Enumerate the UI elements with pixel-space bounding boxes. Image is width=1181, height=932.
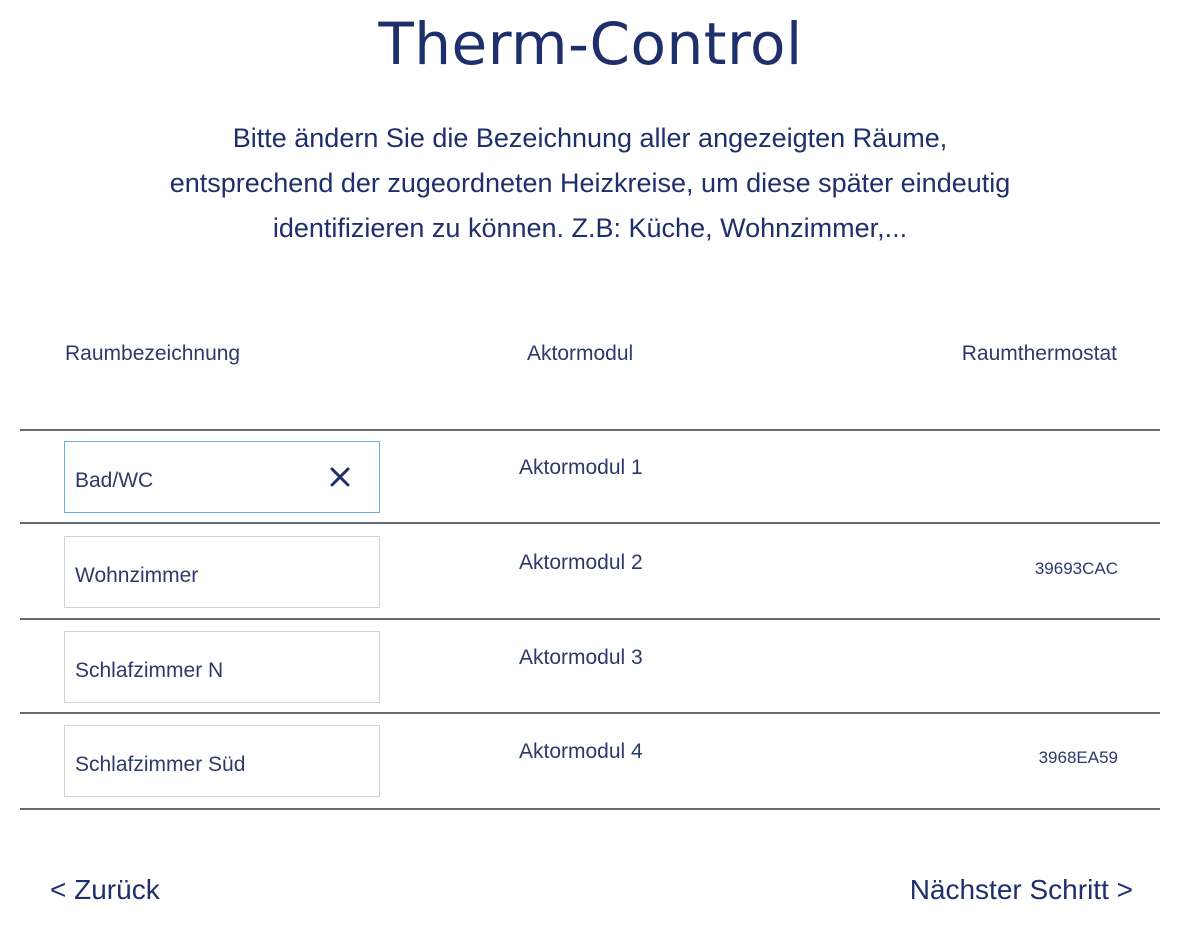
table-row bbox=[20, 620, 1160, 714]
back-link[interactable]: < Zurück bbox=[50, 874, 160, 905]
actor-module-label: Aktormodul 1 bbox=[519, 456, 643, 479]
page-title: Therm-Control bbox=[378, 10, 803, 78]
instructions-line: entsprechend der zugeordneten Heizkreise, um diese später eindeutig bbox=[169, 168, 1011, 198]
thermostat-id: 39693CAC bbox=[1034, 559, 1118, 578]
room-name-input[interactable] bbox=[64, 441, 380, 513]
column-header-room: Raumbezeichnung bbox=[65, 342, 241, 365]
room-name-input[interactable] bbox=[64, 631, 380, 703]
instructions-text bbox=[90, 116, 1090, 251]
table-row bbox=[20, 525, 1160, 619]
table-row bbox=[20, 430, 1160, 524]
next-step-link[interactable]: Nächster Schritt > bbox=[909, 874, 1133, 905]
column-header-thermostat: Raumthermostat bbox=[961, 342, 1117, 365]
room-name-value: Bad/WC bbox=[75, 469, 154, 492]
thermostat-id: 3968EA59 bbox=[1038, 748, 1118, 767]
column-header-actor: Aktormodul bbox=[527, 342, 634, 365]
instructions-line: identifizieren zu können. Z.B: Küche, Wohnzimmer,... bbox=[272, 213, 908, 243]
row-divider bbox=[20, 808, 1160, 810]
room-name-value: Wohnzimmer bbox=[75, 564, 199, 587]
actor-module-label: Aktormodul 2 bbox=[519, 551, 643, 574]
close-icon[interactable] bbox=[329, 466, 351, 488]
instructions-line: Bitte ändern Sie die Bezeichnung aller angezeigten Räume, bbox=[232, 123, 948, 153]
room-name-value: Schlafzimmer Süd bbox=[75, 753, 246, 776]
room-name-input[interactable] bbox=[64, 536, 380, 608]
actor-module-label: Aktormodul 3 bbox=[519, 646, 643, 669]
room-name-input[interactable] bbox=[64, 725, 380, 797]
room-name-value: Schlafzimmer N bbox=[75, 659, 224, 682]
actor-module-label: Aktormodul 4 bbox=[519, 740, 643, 763]
table-row bbox=[20, 714, 1160, 808]
